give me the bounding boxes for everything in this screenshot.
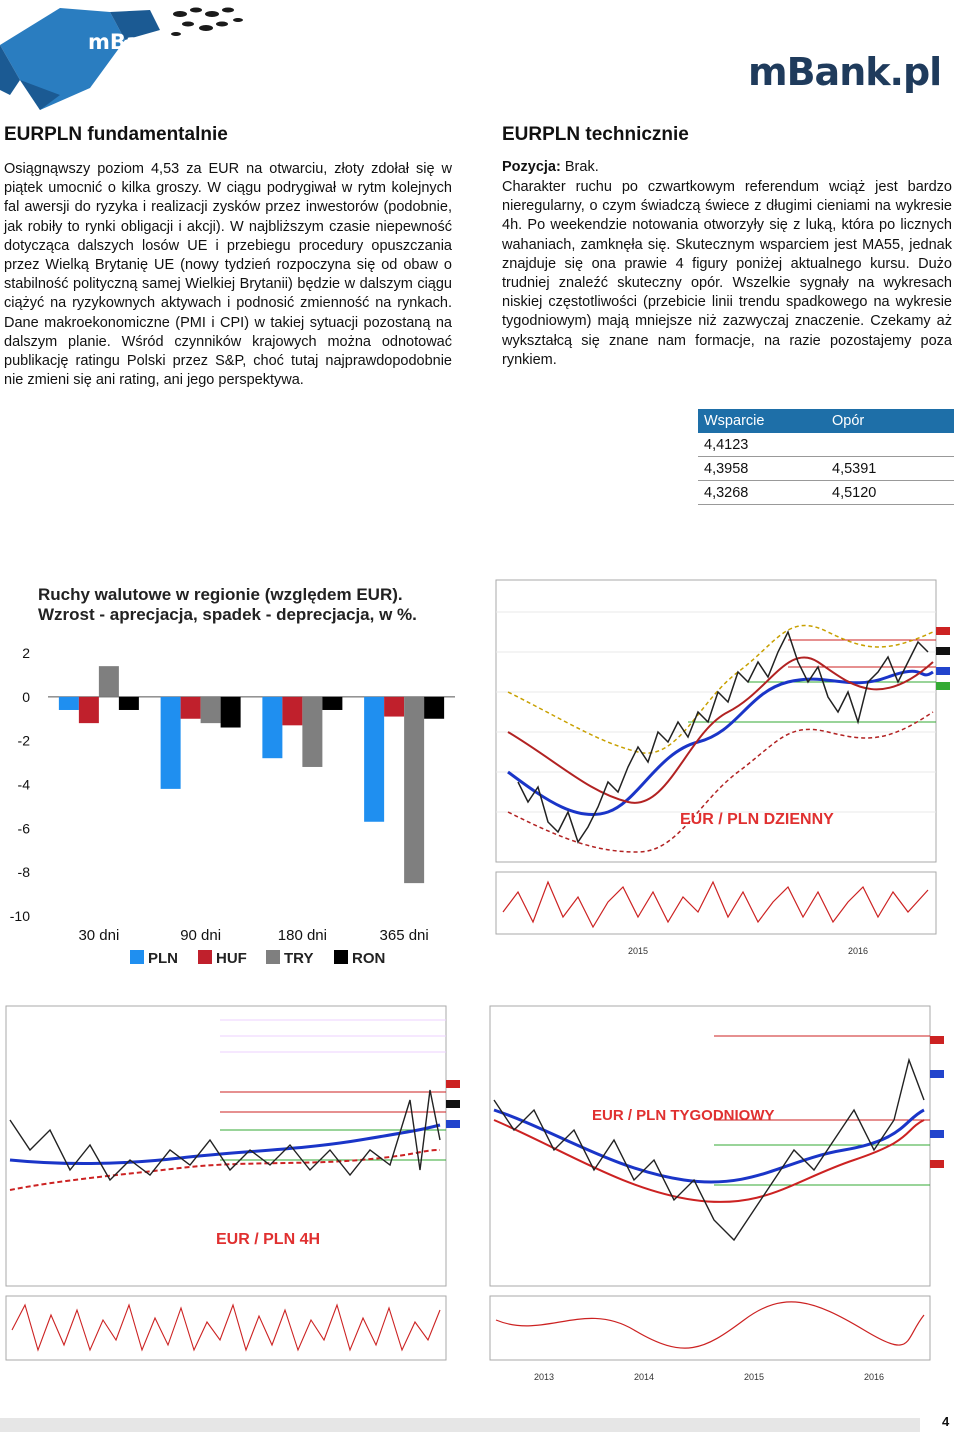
levels-table — [698, 409, 954, 505]
bar-ron — [221, 697, 241, 728]
bar-pln — [59, 697, 79, 710]
support-cell: 4,3268 — [698, 481, 826, 505]
bar-try — [201, 697, 221, 723]
daily-x-label-2016: 2016 — [848, 946, 869, 956]
site-brand: mBank.pl — [748, 50, 942, 94]
category-label: 365 dni — [379, 927, 429, 944]
position-value: Brak. — [564, 159, 599, 175]
chart-subtitle: Wzrost - aprecjacja, spadek - deprecjacja, w %. — [38, 605, 417, 624]
support-cell: 4,3958 — [698, 457, 826, 481]
chart-title: Ruchy walutowe w regionie (względem EUR). — [38, 585, 403, 604]
daily-x-label-2015: 2015 — [628, 946, 649, 956]
daily-chart-svg — [488, 572, 956, 972]
table-row — [698, 433, 954, 457]
bar-huf — [282, 697, 302, 725]
y-tick-label: 2 — [22, 645, 30, 661]
resistance-cell: 4,5391 — [826, 457, 954, 481]
resistance-cell: 4,5120 — [826, 481, 954, 505]
weekly-chart-label: EUR / PLN TYGODNIOWY — [592, 1107, 775, 1124]
footer-bar — [0, 1418, 920, 1432]
weekly-x-label: 2013 — [534, 1372, 555, 1382]
h4-candlestick-chart — [0, 1000, 470, 1396]
daily-chart-label: EUR / PLN DZIENNY — [680, 811, 834, 828]
shark-logo-icon — [0, 0, 250, 112]
currency-moves-chart — [0, 578, 470, 978]
y-tick-label: -4 — [17, 776, 30, 793]
table-row — [698, 457, 954, 481]
y-tick-label: -8 — [17, 864, 30, 881]
bar-pln — [364, 697, 384, 822]
bar-ron — [424, 697, 444, 719]
weekly-x-label: 2014 — [634, 1372, 655, 1382]
bar-huf — [384, 697, 404, 717]
bar-pln — [161, 697, 181, 789]
currency-moves-svg — [0, 578, 470, 978]
daily-candlestick-chart — [488, 572, 956, 972]
legend-label: HUF — [216, 950, 247, 967]
technical-title: EURPLN technicznie — [502, 124, 689, 145]
legend-swatch — [130, 950, 144, 964]
fundamentals-title: EURPLN fundamentalnie — [4, 124, 228, 145]
mbank-logo — [0, 0, 250, 112]
table-row — [698, 481, 954, 505]
category-label: 180 dni — [277, 927, 327, 944]
position-line — [502, 158, 952, 177]
weekly-candlestick-chart — [484, 1000, 956, 1396]
bar-try — [404, 697, 424, 883]
support-cell: 4,4123 — [698, 433, 826, 457]
legend-swatch — [334, 950, 348, 964]
h4-chart-label: EUR / PLN 4H — [216, 1231, 321, 1248]
y-tick-label: -2 — [17, 732, 30, 749]
weekly-x-label: 2016 — [864, 1372, 885, 1382]
resistance-cell — [826, 433, 954, 457]
fundamentals-text: Osiągnąwszy poziom 4,53 za EUR na otwarciu, złoty zdołał się w piątek umocnić o kilka groszy. W ciągu podrygiwał w rytm kolejnych fal awersji do ryzyka i realizacji zysków przez inwestorów (podobnie, jak robiły to rynki obligacji i akcji). W najbliższym czasie niepewność dotycząca dalszych losów UE i przebiegu procedury opuszczania przez Wielką Brytanię UE (nowy tydzień rozpoczyna się od obaw o stabilność polityczną samej Wielkiej Brytanii) będzie w dalszym ciągu ciążyć na ryzykownych aktywach i podnosić zmienność na rynkach. Dane makroekonomiczne (PMI i CPI) w takiej sytuacji pozostaną na dalszym planie. Wśród czynników krajowych można odnotować publikację ratingu Polski przez S&P, choć tutaj najprawdopodobnie nie zmieni się ani rating, ani jego perspektywa. — [4, 161, 452, 389]
y-tick-label: -6 — [17, 820, 30, 837]
page-number: 4 — [942, 1414, 950, 1429]
support-header: Wsparcie — [698, 409, 826, 433]
h4-chart-svg — [0, 1000, 470, 1396]
legend-swatch — [198, 950, 212, 964]
legend-label: TRY — [284, 950, 314, 967]
levels-header-row — [698, 409, 954, 433]
logo-text: mBank — [88, 30, 169, 54]
weekly-chart-svg — [484, 1000, 956, 1396]
bar-huf — [181, 697, 201, 719]
y-tick-label: -10 — [9, 908, 30, 924]
y-tick-label: 0 — [22, 688, 30, 705]
position-label: Pozycja: — [502, 159, 561, 175]
legend-label: RON — [352, 950, 386, 967]
weekly-x-label: 2015 — [744, 1372, 765, 1382]
technical-text: Charakter ruchu po czwartkowym referendum wciąż jest bardzo nieregularny, o czym świadczą świece z długimi cieniami na wykresie 4h. Po weekendzie notowania otworzyły się z luką, która po licznych wahaniach, zamknęła się. Skutecznym wsparciem jest MA55, jednak znajduje się ona prawie 4 figury poniżej aktualnego kursu. Dużo trudniej znaleźć skuteczny opór. Wszelkie sygnały na wykresach niskiej częstotliwości (przebicie linii trendu spadkowego na wykresie tygodniowym) mają mniejsze niż zazwyczaj znaczenie. Czekamy aż wykształcą się znane nam formacje, na razie pozostajemy poza rynkiem. — [502, 179, 952, 368]
bar-ron — [119, 697, 139, 710]
legend-label: PLN — [148, 950, 178, 967]
category-label: 90 dni — [180, 927, 222, 944]
legend-swatch — [266, 950, 280, 964]
resistance-header: Opór — [826, 409, 954, 433]
bar-pln — [262, 697, 282, 758]
bar-ron — [322, 697, 342, 710]
bar-try — [99, 666, 119, 697]
bar-huf — [79, 697, 99, 723]
bar-try — [302, 697, 322, 767]
category-label: 30 dni — [78, 927, 120, 944]
